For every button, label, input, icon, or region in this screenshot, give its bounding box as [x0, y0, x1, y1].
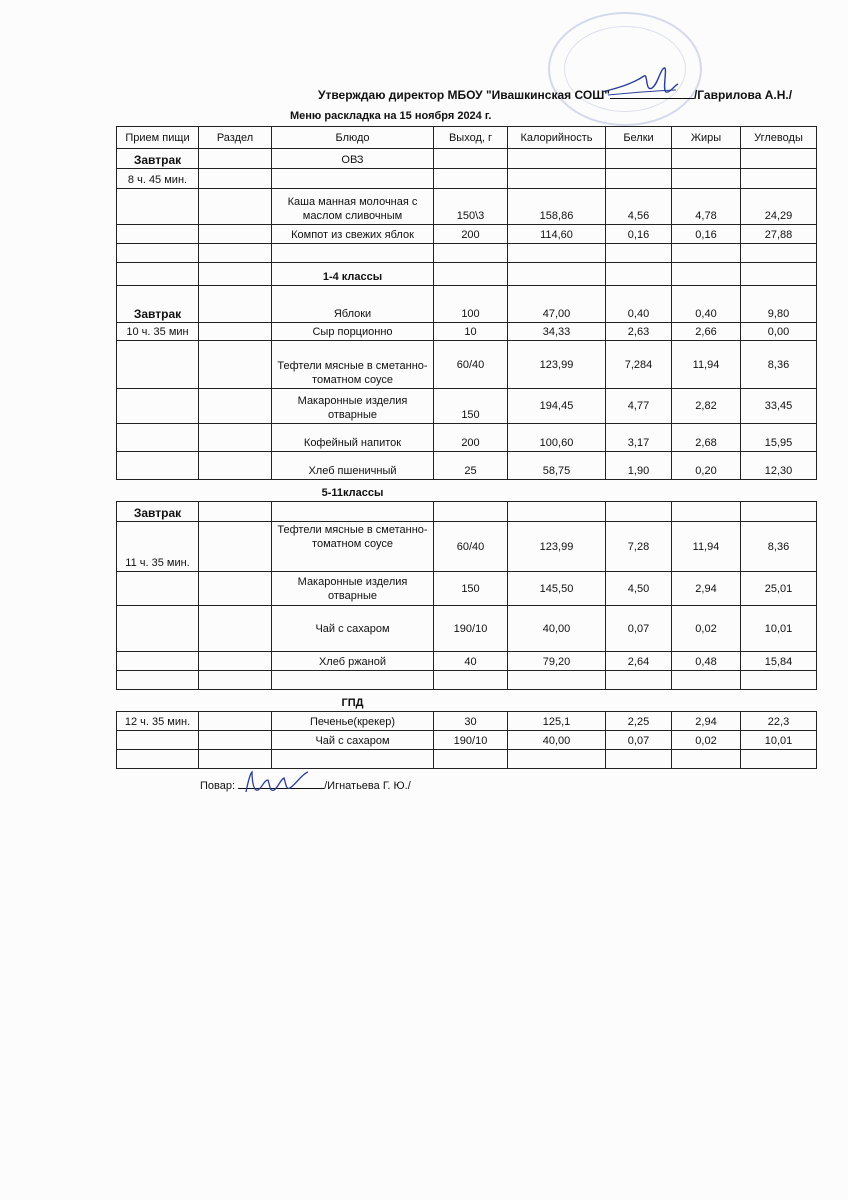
dish-protein: 0,07	[606, 731, 672, 750]
table-row	[117, 263, 817, 286]
dish-protein: 7,28	[606, 522, 672, 572]
table-row	[117, 731, 817, 750]
table-row	[117, 502, 817, 522]
col-header: Выход, г	[434, 127, 508, 149]
table-row	[117, 522, 817, 572]
dish-name: Кофейный напиток	[272, 424, 434, 452]
meal-label: Завтрак	[117, 502, 199, 522]
meal-label: Завтрак	[117, 149, 199, 169]
dish-name: Чай с сахаром	[272, 606, 434, 652]
dish-name: Макаронные изделия отварные	[272, 389, 434, 424]
table-row	[117, 690, 817, 712]
dish-yield: 100	[434, 286, 508, 323]
dish-yield: 150	[434, 389, 508, 424]
dish-fat: 11,94	[672, 341, 741, 389]
cook-signature	[234, 768, 324, 798]
dish-kcal: 194,45	[508, 389, 606, 424]
dish-carbs: 22,3	[741, 712, 817, 731]
dish-yield: 190/10	[434, 731, 508, 750]
dish-carbs: 8,36	[741, 341, 817, 389]
dish-name: Хлеб пшеничный	[272, 452, 434, 480]
page-title: Меню раскладка на 15 ноября 2024 г.	[290, 110, 492, 122]
dish-protein: 4,56	[606, 189, 672, 225]
dish-carbs: 8,36	[741, 522, 817, 572]
table-row	[117, 225, 817, 244]
dish-yield: 200	[434, 424, 508, 452]
dish-yield: 60/40	[434, 522, 508, 572]
cook-name: /Игнатьева Г. Ю./	[324, 780, 411, 792]
approval-suffix: /Гаврилова А.Н./	[693, 88, 793, 102]
dish-kcal: 40,00	[508, 606, 606, 652]
table-row	[117, 712, 817, 731]
dish-kcal: 34,33	[508, 323, 606, 341]
dish-fat: 2,82	[672, 389, 741, 424]
dish-kcal: 158,86	[508, 189, 606, 225]
dish-fat: 2,94	[672, 572, 741, 606]
dish-fat: 0,16	[672, 225, 741, 244]
dish-yield: 190/10	[434, 606, 508, 652]
table-row	[117, 189, 817, 225]
table-row	[117, 480, 817, 502]
cook-label: Повар:	[200, 780, 236, 792]
meal-time: 11 ч. 35 мин.	[117, 522, 199, 572]
dish-kcal: 114,60	[508, 225, 606, 244]
col-header: Прием пищи	[117, 127, 199, 149]
section-title: 1-4 классы	[272, 263, 434, 286]
dish-carbs: 25,01	[741, 572, 817, 606]
dish-carbs: 9,80	[741, 286, 817, 323]
dish-yield: 10	[434, 323, 508, 341]
dish-protein: 7,284	[606, 341, 672, 389]
meal-time: 10 ч. 35 мин	[117, 323, 199, 341]
dish-yield: 25	[434, 452, 508, 480]
dish-yield: 150\3	[434, 189, 508, 225]
table-row	[117, 606, 817, 652]
dish-fat: 2,94	[672, 712, 741, 731]
dish-fat: 4,78	[672, 189, 741, 225]
dish-kcal: 79,20	[508, 652, 606, 671]
table-row	[117, 652, 817, 671]
table-row	[117, 149, 817, 169]
dish-protein: 4,77	[606, 389, 672, 424]
dish-name: Яблоки	[272, 286, 434, 323]
table-row	[117, 286, 817, 323]
dish-name: Каша манная молочная с маслом сливочным	[272, 189, 434, 225]
table-row	[117, 671, 817, 690]
approval-prefix: Утверждаю директор МБОУ "Ивашкинская СОШ"	[318, 88, 610, 102]
dish-yield: 60/40	[434, 341, 508, 389]
col-header: Жиры	[672, 127, 741, 149]
table-row	[117, 323, 817, 341]
dish-carbs: 12,30	[741, 452, 817, 480]
meal-time: 8 ч. 45 мин.	[117, 169, 199, 189]
dish-name: Компот из свежих яблок	[272, 225, 434, 244]
dish-name: Тефтели мясные в сметанно-томатном соусе	[272, 341, 434, 389]
dish-carbs: 10,01	[741, 606, 817, 652]
section-title: 5-11классы	[321, 487, 384, 499]
col-header: Блюдо	[272, 127, 434, 149]
dish-name: Сыр порционно	[272, 323, 434, 341]
dish-protein: 3,17	[606, 424, 672, 452]
dish-fat: 2,68	[672, 424, 741, 452]
dish-kcal: 125,1	[508, 712, 606, 731]
table-row	[117, 424, 817, 452]
col-header: Раздел	[199, 127, 272, 149]
table-row	[117, 452, 817, 480]
dish-kcal: 47,00	[508, 286, 606, 323]
dish-fat: 0,02	[672, 606, 741, 652]
meal-time: 12 ч. 35 мин.	[117, 712, 199, 731]
dish-name: Чай с сахаром	[272, 731, 434, 750]
table-header-row	[117, 127, 817, 149]
dish-protein: 4,50	[606, 572, 672, 606]
dish-kcal: 40,00	[508, 731, 606, 750]
dish-kcal: 123,99	[508, 522, 606, 572]
dish-protein: 2,64	[606, 652, 672, 671]
table-row	[117, 244, 817, 263]
dish-carbs: 27,88	[741, 225, 817, 244]
dish-protein: 1,90	[606, 452, 672, 480]
dish-name: Макаронные изделия отварные	[272, 572, 434, 606]
dish-yield: 30	[434, 712, 508, 731]
dish-fat: 0,02	[672, 731, 741, 750]
dish-kcal: 145,50	[508, 572, 606, 606]
dish-fat: 11,94	[672, 522, 741, 572]
dish-yield: 40	[434, 652, 508, 671]
dish-carbs: 10,01	[741, 731, 817, 750]
dish-name: Печенье(крекер)	[272, 712, 434, 731]
menu-table	[116, 126, 817, 769]
table-row	[117, 389, 817, 424]
col-header: Белки	[606, 127, 672, 149]
dish-protein: 0,16	[606, 225, 672, 244]
col-header: Калорийность	[508, 127, 606, 149]
dish-kcal: 123,99	[508, 341, 606, 389]
dish-yield: 150	[434, 572, 508, 606]
dish-protein: 0,07	[606, 606, 672, 652]
dish-carbs: 15,84	[741, 652, 817, 671]
section-title: ГПД	[341, 697, 364, 709]
dish-carbs: 33,45	[741, 389, 817, 424]
table-row	[117, 572, 817, 606]
dish-name: Тефтели мясные в сметанно-томатном соусе	[272, 522, 434, 572]
dish-carbs: 15,95	[741, 424, 817, 452]
dish-fat: 2,66	[672, 323, 741, 341]
dish-fat: 0,40	[672, 286, 741, 323]
dish-kcal: 100,60	[508, 424, 606, 452]
dish-fat: 0,48	[672, 652, 741, 671]
dish-protein: 2,25	[606, 712, 672, 731]
dish-yield: 200	[434, 225, 508, 244]
table-row	[117, 750, 817, 769]
dish-protein: 0,40	[606, 286, 672, 323]
dish-fat: 0,20	[672, 452, 741, 480]
dish-name: Хлеб ржаной	[272, 652, 434, 671]
dish-carbs: 24,29	[741, 189, 817, 225]
meal-label: Завтрак	[117, 286, 199, 323]
table-row	[117, 169, 817, 189]
approval-line	[318, 88, 792, 102]
group-label: ОВЗ	[272, 149, 434, 169]
col-header: Углеводы	[741, 127, 817, 149]
table-row	[117, 341, 817, 389]
dish-protein: 2,63	[606, 323, 672, 341]
dish-carbs: 0,00	[741, 323, 817, 341]
dish-kcal: 58,75	[508, 452, 606, 480]
